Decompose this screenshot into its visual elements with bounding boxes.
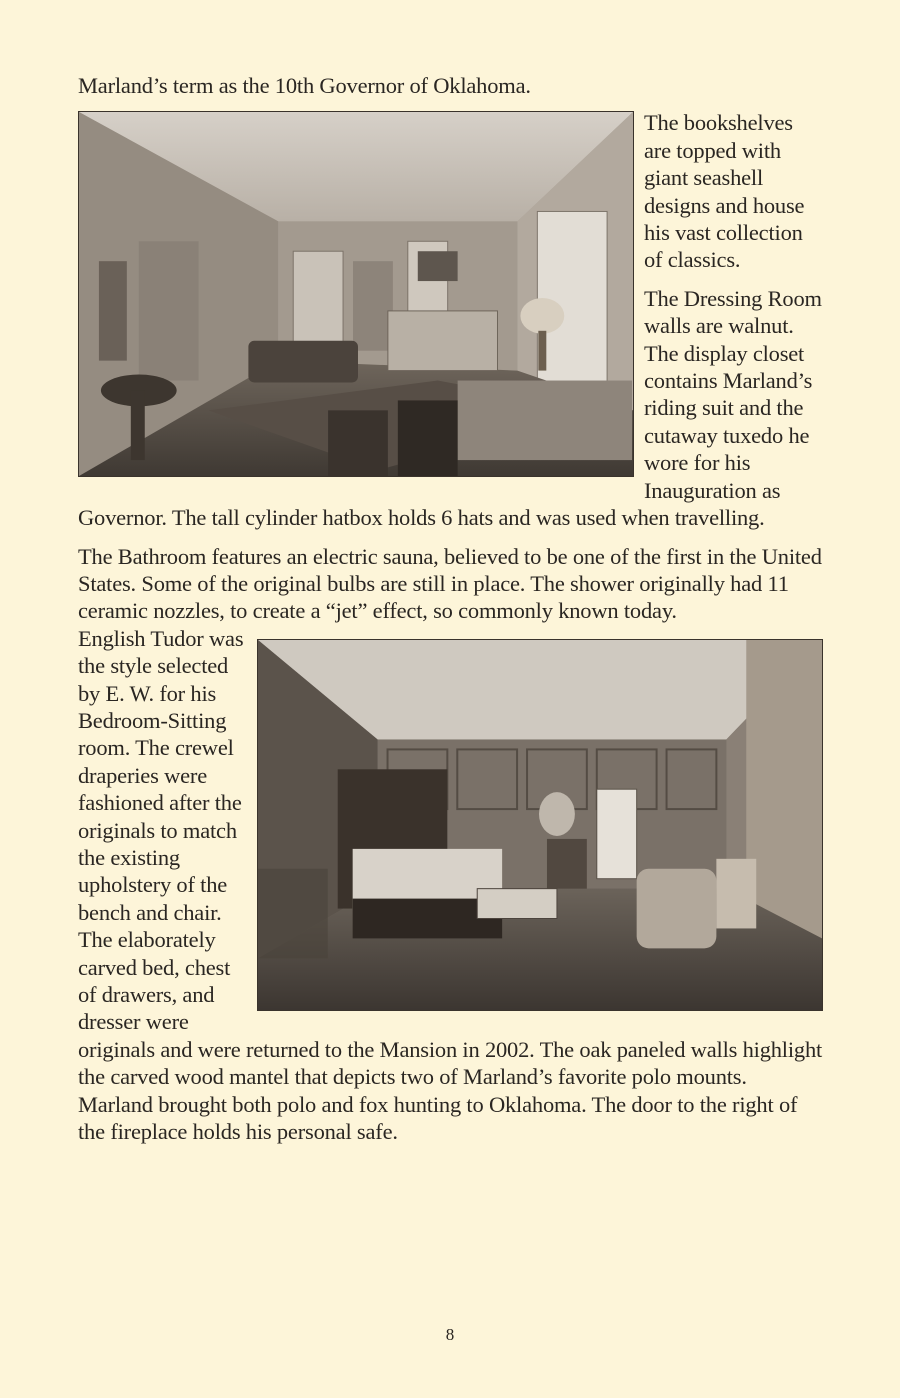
intro-line: Marland’s term as the 10th Governor of Oklahoma.: [78, 73, 531, 98]
library-paragraph: The bookshelves are topped with giant seashell designs and house his vast collection of classics.: [644, 110, 805, 273]
page-content: [78, 72, 823, 1145]
library-photo-drawing: [79, 112, 633, 476]
bedroom-photo: [257, 639, 823, 1011]
dressing-room-paragraph: The Dressing Room walls are walnut. The display closet contains Marland’s riding suit and the cutaway tuxedo he wore for his Inauguration as Governor. The tall cylinder hatbox holds 6 hats and was used when travelling.: [78, 285, 822, 531]
bedroom-paragraph: English Tudor was the style selected by E. W. for his Bedroom-Sitting room. The crewel draperies were fashioned after the originals to match the existing upholstery of the bench and chair. The elaborately carved bed, chest of drawers, and dresser were originals and were returned to the Mansion in 2002. The oak paneled walls highlight the carved wood mantel that depicts two of Marland’s favorite polo mounts. Marland brought both polo and fox hunting to Oklahoma. The door to the right of the fireplace holds his personal safe.: [78, 625, 823, 1145]
library-photo: [78, 111, 634, 477]
page-number: 8: [445, 1325, 455, 1344]
bathroom-paragraph: The Bathroom features an electric sauna, believed to be one of the first in the United States. Some of the original bulbs are still in place. The shower originally had 11 ceramic nozzles, to create a “jet” effect, so commonly known today.: [78, 543, 822, 624]
bedroom-photo-drawing: [258, 640, 822, 1010]
